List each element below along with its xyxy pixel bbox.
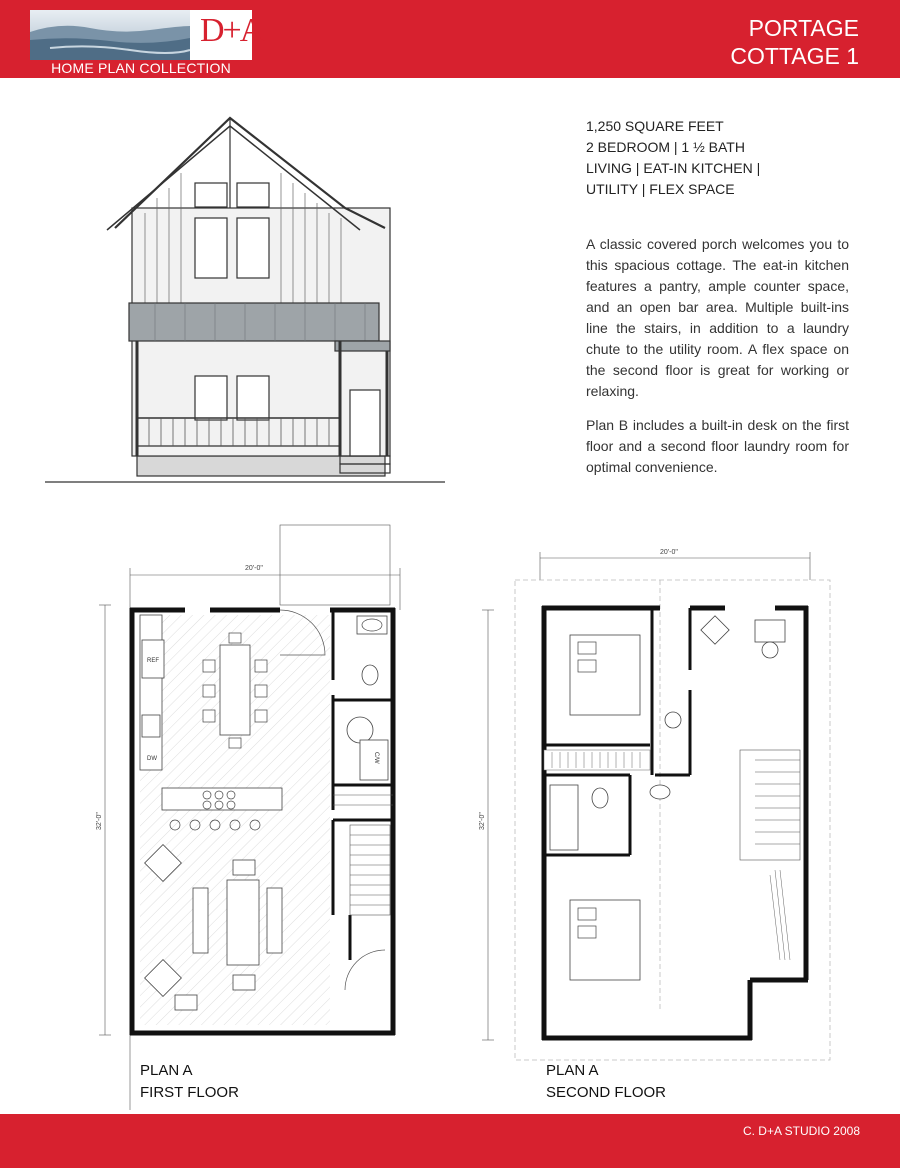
plan-title [730,14,859,70]
first-plan-name: PLAN A [140,1062,193,1079]
second-width-dim: 20'-0" [660,549,678,556]
spec-rooms: LIVING | EAT-IN KITCHEN | [586,160,761,176]
dishwasher-label: DW [147,756,157,762]
spec-list [586,116,760,200]
washer-dryer-label: C/W [373,752,379,764]
description-paragraph: Plan B includes a built-in desk on the first floor and a second floor laundry room for optimal convenience. [586,417,849,475]
brand-mark: D+A [200,12,263,49]
second-plan-name: PLAN A [546,1062,599,1079]
description [586,234,849,491]
second-floor-name: SECOND FLOOR [546,1084,667,1101]
second-floor-label [546,1060,666,1104]
header-bar [0,0,900,78]
plan-title-line2: COTTAGE 1 [730,43,859,69]
collection-title: HOME PLAN COLLECTION [51,60,231,76]
spec-utility: UTILITY | FLEX SPACE [586,181,735,197]
spec-bed-bath: 2 BEDROOM | 1 ½ BATH [586,139,745,155]
refrigerator-label: REF [147,658,159,664]
second-floor-plan [480,540,820,1070]
first-floor-plan [95,520,415,1110]
copyright: C. D+A STUDIO 2008 [742,1124,860,1138]
footer-bar [0,1114,900,1168]
spec-square-feet: 1,250 SQUARE FEET [586,118,724,134]
description-paragraph: A classic covered porch welcomes you to this spacious cottage. The eat-in kitchen features a pantry, ample counter space, and an open bar area. Multiple built-ins line the stairs, in addition to a laundry chute to the utility room. A flex space on the second floor is great for working or relaxing. [586,236,849,399]
first-depth-dim: 32'-0" [96,812,103,830]
first-width-dim: 20'-0" [245,565,263,572]
first-floor-label [140,1060,239,1104]
logo [30,10,263,76]
first-floor-name: FIRST FLOOR [140,1084,239,1101]
second-depth-dim: 32'-0" [479,812,486,830]
plan-title-line1: PORTAGE [748,15,859,41]
front-elevation-drawing [45,118,445,498]
